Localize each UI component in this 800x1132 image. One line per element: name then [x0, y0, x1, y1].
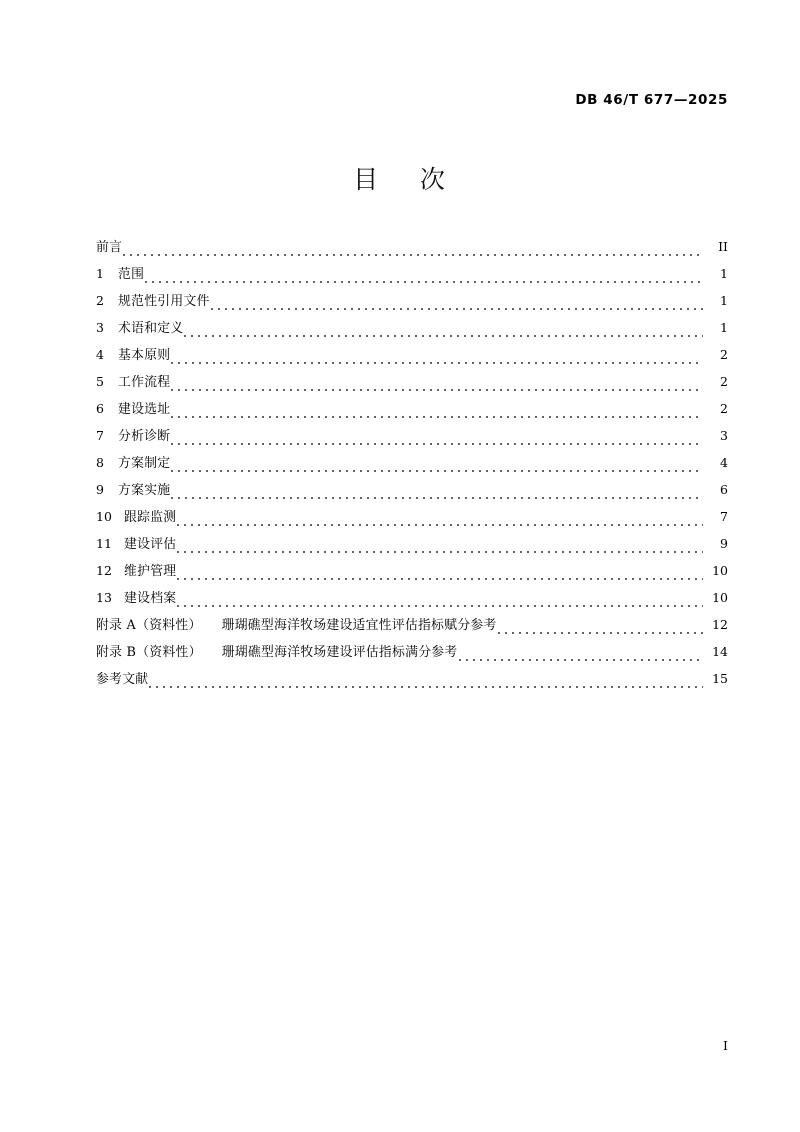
toc-entry-label: 方案制定: [118, 456, 171, 471]
toc-entry-label: 建设选址: [118, 402, 171, 417]
toc-dot-leader: [177, 570, 703, 584]
toc-entry[interactable]: [96, 449, 728, 476]
toc-entry-page-number: 10: [712, 590, 728, 605]
toc-entry-page-number: 1: [720, 293, 728, 308]
toc-entry-page-number: 2: [720, 347, 728, 362]
toc-dot-leader: [177, 597, 703, 611]
toc-dot-leader: [459, 651, 704, 665]
toc-entry-number: 2: [96, 293, 104, 308]
toc-entry-label: 分析诊断: [118, 429, 171, 444]
toc-annex-prefix: 附录 A（资料性）: [96, 618, 202, 633]
toc-entry[interactable]: [96, 368, 728, 395]
toc-entry-number: 8: [96, 455, 104, 470]
toc-entry-page-number: 2: [720, 401, 728, 416]
toc-entry-page-number: 6: [720, 482, 728, 497]
toc-entry[interactable]: [96, 638, 728, 665]
toc-entry-label: 范围: [118, 267, 145, 282]
toc-entry-page-number: 14: [712, 644, 728, 659]
toc-dot-leader: [171, 408, 703, 422]
toc-entry-label: 基本原则: [118, 348, 171, 363]
toc-entry-label: 前言: [96, 240, 123, 255]
toc-entry-number: 10: [96, 509, 112, 524]
toc-entry-number: 3: [96, 320, 104, 335]
toc-entry[interactable]: [96, 557, 728, 584]
toc-entry[interactable]: [96, 341, 728, 368]
toc-entry[interactable]: [96, 260, 728, 287]
toc-entry-number: 9: [96, 482, 104, 497]
toc-entry-page-number: 2: [720, 374, 728, 389]
toc-dot-leader: [171, 462, 703, 476]
toc-entry-label: 术语和定义: [118, 321, 184, 336]
table-of-contents: [96, 233, 728, 692]
toc-entry-page-number: 12: [712, 617, 728, 632]
toc-entry[interactable]: [96, 314, 728, 341]
page-folio: I: [723, 1038, 728, 1053]
toc-entry[interactable]: [96, 584, 728, 611]
toc-entry-label: 维护管理: [124, 564, 177, 579]
toc-entry-page-number: II: [718, 239, 728, 254]
toc-entry[interactable]: [96, 665, 728, 692]
toc-entry-page-number: 15: [712, 671, 728, 686]
toc-entry-label: 珊瑚礁型海洋牧场建设评估指标满分参考: [221, 645, 458, 660]
toc-dot-leader: [171, 435, 703, 449]
toc-entry[interactable]: [96, 395, 728, 422]
toc-entry-page-number: 10: [712, 563, 728, 578]
toc-entry[interactable]: [96, 530, 728, 557]
toc-entry-number: 12: [96, 563, 112, 578]
toc-entry-label: 方案实施: [118, 483, 171, 498]
toc-annex-prefix: 附录 B（资料性）: [96, 645, 202, 660]
toc-entry[interactable]: [96, 503, 728, 530]
page-title: 目 次: [353, 165, 447, 194]
toc-entry[interactable]: [96, 233, 728, 260]
toc-entry-number: 11: [96, 536, 112, 551]
toc-dot-leader: [123, 246, 703, 260]
toc-dot-leader: [171, 489, 703, 503]
toc-dot-leader: [171, 381, 703, 395]
toc-dot-leader: [145, 273, 703, 287]
toc-dot-leader: [211, 300, 703, 314]
toc-entry-page-number: 1: [720, 266, 728, 281]
toc-entry-number: 5: [96, 374, 104, 389]
toc-dot-leader: [498, 624, 703, 638]
toc-entry[interactable]: [96, 611, 728, 638]
toc-dot-leader: [177, 516, 703, 530]
toc-entry[interactable]: [96, 287, 728, 314]
toc-entry[interactable]: [96, 476, 728, 503]
toc-entry-label: 建设评估: [124, 537, 177, 552]
toc-entry-label: 参考文献: [96, 672, 149, 687]
standard-number-header: DB 46/T 677—2025: [575, 92, 728, 108]
toc-entry-page-number: 1: [720, 320, 728, 335]
toc-entry-number: 7: [96, 428, 104, 443]
toc-entry-label: 跟踪监测: [124, 510, 177, 525]
toc-entry-page-number: 4: [720, 455, 728, 470]
toc-entry-page-number: 3: [720, 428, 728, 443]
toc-entry-page-number: 9: [720, 536, 728, 551]
toc-dot-leader: [149, 678, 703, 692]
toc-entry-label: 工作流程: [118, 375, 171, 390]
toc-entry-label: 建设档案: [124, 591, 177, 606]
toc-entry-number: 6: [96, 401, 104, 416]
toc-entry-number: 4: [96, 347, 104, 362]
toc-entry[interactable]: [96, 422, 728, 449]
toc-entry-number: 13: [96, 590, 112, 605]
toc-dot-leader: [171, 354, 703, 368]
toc-dot-leader: [177, 543, 703, 557]
toc-entry-label: 珊瑚礁型海洋牧场建设适宜性评估指标赋分参考: [221, 618, 497, 633]
toc-entry-number: 1: [96, 266, 104, 281]
toc-entry-page-number: 7: [720, 509, 728, 524]
toc-entry-label: 规范性引用文件: [118, 294, 210, 309]
toc-dot-leader: [184, 327, 703, 341]
